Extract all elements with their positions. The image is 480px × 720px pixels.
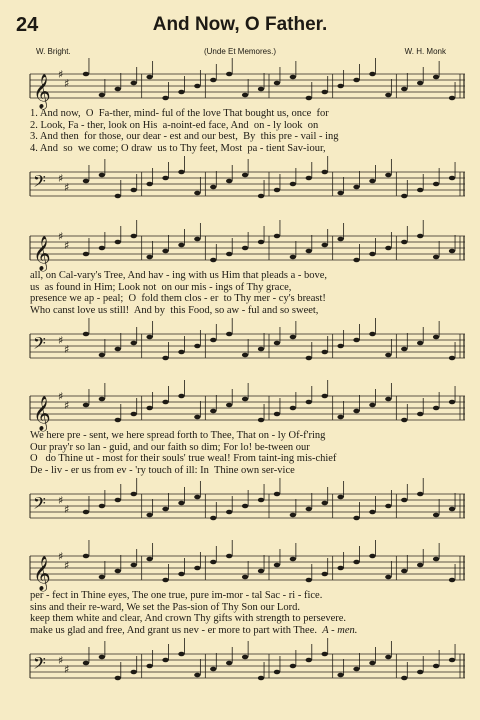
note-head <box>274 234 280 239</box>
key-signature-sharp-icon: ♯ <box>58 550 64 563</box>
note-head <box>178 652 184 657</box>
note-head <box>115 569 121 574</box>
lyric-verse-3: keep them white and clear, And crown Thy gifts with strength to persevere. <box>30 613 347 624</box>
treble-clef-icon: 𝄞 <box>33 556 51 591</box>
note-head <box>146 182 152 187</box>
lyric-verse-2: 2. Look, Fa - ther, look on His a-noint-ed face, And on - ly look on <box>30 119 319 131</box>
note-head <box>146 664 152 669</box>
key-signature-sharp-icon: ♯ <box>58 230 64 243</box>
note-head <box>210 185 216 190</box>
note-head <box>385 655 391 660</box>
note-head <box>417 563 423 568</box>
note-head <box>401 676 407 681</box>
note-head <box>210 338 216 343</box>
bass-clef-icon: 𝄢 <box>33 653 46 677</box>
note-head <box>353 409 359 414</box>
hymn-number: 24 <box>16 14 39 36</box>
note-head <box>290 664 296 669</box>
composer-credit: W. H. Monk <box>404 47 446 56</box>
note-head <box>131 412 137 417</box>
note-head <box>194 237 200 242</box>
note-head <box>226 332 232 337</box>
note-head <box>83 252 89 257</box>
note-head <box>369 72 375 77</box>
lyric-verse-1: per - fect in Thine eyes, The one true, pure im-mor - tal Sac - ri - fice. <box>30 590 323 601</box>
note-head <box>353 667 359 672</box>
lyric-verse-1: all, on Cal-vary's Tree, And hav - ing with us Him that pleads a - bove, <box>30 270 328 281</box>
note-head <box>401 240 407 245</box>
note-head <box>433 513 439 518</box>
note-head <box>290 513 296 518</box>
note-head <box>306 578 312 583</box>
bass-clef-icon: 𝄢 <box>33 333 46 357</box>
lyric-verse-4-text: make us glad and free, And grant us nev - er more to part with Thee. <box>30 624 318 636</box>
note-head <box>194 415 200 420</box>
lyric-verse-4: De - liv - er us from ev - 'ry touch of ill: In Thine own ser-vice <box>30 464 295 476</box>
note-head <box>401 569 407 574</box>
note-head <box>83 510 89 515</box>
note-head <box>369 252 375 257</box>
note-head <box>417 670 423 675</box>
note-head <box>146 75 152 80</box>
note-head <box>162 507 168 512</box>
key-signature-sharp-icon: ♯ <box>58 172 64 185</box>
note-head <box>210 78 216 83</box>
note-head <box>194 344 200 349</box>
note-head <box>83 403 89 408</box>
note-head <box>322 350 328 355</box>
note-head <box>258 194 264 199</box>
key-signature-sharp-icon: ♯ <box>58 390 64 403</box>
note-head <box>226 179 232 184</box>
note-head <box>83 661 89 666</box>
note-head <box>274 81 280 86</box>
note-head <box>433 406 439 411</box>
note-head <box>290 335 296 340</box>
note-head <box>449 176 455 181</box>
note-head <box>115 194 121 199</box>
note-head <box>131 563 137 568</box>
note-head <box>337 191 343 196</box>
lyric-verse-1: We here pre - sent, we here spread forth to Thee, That on - ly Of-f'ring <box>30 430 326 441</box>
treble-staff <box>30 66 465 109</box>
note-head <box>433 182 439 187</box>
note-head <box>83 332 89 337</box>
note-head <box>258 347 264 352</box>
note-head <box>274 670 280 675</box>
note-head <box>401 347 407 352</box>
lyric-verse-4: 4. And so we come; O draw us to Thy feet, Most pa - tient Sav-iour, <box>30 142 326 154</box>
note-head <box>210 667 216 672</box>
lyric-verse-4: Who canst love us still! And by this Food, so aw - ful and so sweet, <box>30 304 319 316</box>
note-head <box>401 87 407 92</box>
note-head <box>337 673 343 678</box>
note-head <box>178 90 184 95</box>
bass-clef-icon: 𝄢 <box>33 493 46 517</box>
note-head <box>369 332 375 337</box>
lyric-verse-3: O do Thine ut - most for their souls' true weal! From taint-ing mis-chief <box>30 453 337 464</box>
note-head <box>401 418 407 423</box>
bass-staff <box>30 646 465 686</box>
key-signature-sharp-icon: ♯ <box>64 559 70 572</box>
note-head <box>99 504 105 509</box>
key-signature-sharp-icon: ♯ <box>64 77 70 90</box>
note-head <box>290 255 296 260</box>
lyrics-block <box>30 270 465 316</box>
key-signature-sharp-icon: ♯ <box>64 663 70 676</box>
note-head <box>258 418 264 423</box>
note-head <box>242 397 248 402</box>
note-head <box>226 72 232 77</box>
note-head <box>369 403 375 408</box>
bass-staff <box>30 326 465 366</box>
lyrics-block <box>30 430 465 476</box>
note-head <box>131 81 137 86</box>
note-head <box>131 670 137 675</box>
note-head <box>306 356 312 361</box>
note-head <box>449 249 455 254</box>
note-head <box>353 338 359 343</box>
note-head <box>369 510 375 515</box>
lyric-verse-4 <box>30 625 465 637</box>
note-head <box>83 179 89 184</box>
note-head <box>417 234 423 239</box>
note-head <box>210 409 216 414</box>
note-head <box>449 96 455 101</box>
lyric-verse-2: us as found in Him; Look not on our mis - ings of Thy grace, <box>30 281 292 293</box>
treble-staff <box>30 388 465 431</box>
key-signature-sharp-icon: ♯ <box>58 494 64 507</box>
note-head <box>210 560 216 565</box>
note-head <box>369 554 375 559</box>
key-signature-sharp-icon: ♯ <box>58 334 64 347</box>
note-head <box>146 513 152 518</box>
note-head <box>306 507 312 512</box>
tune-name: (Unde Et Memores.) <box>203 47 277 56</box>
note-head <box>417 492 423 497</box>
note-head <box>353 258 359 263</box>
note-head <box>385 173 391 178</box>
note-head <box>162 400 168 405</box>
note-head <box>322 170 328 175</box>
note-head <box>131 492 137 497</box>
note-head <box>401 194 407 199</box>
note-head <box>322 394 328 399</box>
note-head <box>99 655 105 660</box>
lyricist-credit: W. Bright. <box>36 47 71 56</box>
note-head <box>178 243 184 248</box>
note-head <box>353 185 359 190</box>
note-head <box>290 182 296 187</box>
note-head <box>274 563 280 568</box>
bass-staff <box>30 164 465 204</box>
note-head <box>194 673 200 678</box>
note-head <box>146 406 152 411</box>
note-head <box>162 176 168 181</box>
note-head <box>226 554 232 559</box>
note-head <box>83 554 89 559</box>
note-head <box>162 578 168 583</box>
note-head <box>306 176 312 181</box>
note-head <box>146 255 152 260</box>
note-head <box>115 87 121 92</box>
hymn-title: And Now, O Father. <box>152 14 328 35</box>
note-head <box>417 188 423 193</box>
note-head <box>115 418 121 423</box>
note-head <box>131 234 137 239</box>
note-head <box>385 246 391 251</box>
note-head <box>162 356 168 361</box>
note-head <box>274 492 280 497</box>
note-head <box>242 93 248 98</box>
note-head <box>433 255 439 260</box>
note-head <box>99 93 105 98</box>
note-head <box>306 658 312 663</box>
note-head <box>322 243 328 248</box>
note-head <box>417 81 423 86</box>
note-head <box>385 504 391 509</box>
note-head <box>226 252 232 257</box>
note-head <box>290 406 296 411</box>
note-head <box>449 400 455 405</box>
note-head <box>210 516 216 521</box>
note-head <box>258 569 264 574</box>
note-head <box>194 84 200 89</box>
note-head <box>385 397 391 402</box>
key-signature-sharp-icon: ♯ <box>64 239 70 252</box>
lyric-verse-3: 3. And then for those, our dear - est and our best, By this pre - vail - ing <box>30 131 339 142</box>
note-head <box>226 510 232 515</box>
note-head <box>433 335 439 340</box>
lyric-verse-3: presence we ap - peal; O fold them clos - er to Thy mer - cy's breast! <box>30 293 326 304</box>
note-head <box>290 75 296 80</box>
note-head <box>99 246 105 251</box>
note-head <box>242 504 248 509</box>
note-head <box>99 397 105 402</box>
note-head <box>369 661 375 666</box>
note-head <box>417 412 423 417</box>
note-head <box>162 658 168 663</box>
key-signature-sharp-icon: ♯ <box>58 654 64 667</box>
note-head <box>258 240 264 245</box>
note-head <box>306 96 312 101</box>
note-head <box>210 258 216 263</box>
note-head <box>433 664 439 669</box>
note-head <box>337 237 343 242</box>
note-head <box>99 353 105 358</box>
lyric-verse-1: 1. And now, O Fa-ther, mind- ful of the love That bought us, once for <box>30 108 329 119</box>
note-head <box>337 566 343 571</box>
amen-text: A - men. <box>322 624 358 636</box>
treble-clef-icon: 𝄞 <box>33 396 51 431</box>
note-head <box>242 353 248 358</box>
note-head <box>353 78 359 83</box>
bass-staff <box>30 486 465 526</box>
note-head <box>258 676 264 681</box>
note-head <box>131 188 137 193</box>
note-head <box>401 498 407 503</box>
note-head <box>162 249 168 254</box>
note-head <box>385 353 391 358</box>
note-head <box>449 658 455 663</box>
note-head <box>449 578 455 583</box>
note-head <box>178 394 184 399</box>
note-head <box>290 557 296 562</box>
note-head <box>322 90 328 95</box>
note-head <box>194 495 200 500</box>
note-head <box>274 412 280 417</box>
note-head <box>258 87 264 92</box>
note-head <box>322 501 328 506</box>
note-head <box>242 655 248 660</box>
note-head <box>178 170 184 175</box>
note-head <box>115 240 121 245</box>
lyrics-block <box>30 108 465 154</box>
note-head <box>385 575 391 580</box>
note-head <box>178 350 184 355</box>
treble-clef-icon: 𝄞 <box>33 236 51 271</box>
note-head <box>337 344 343 349</box>
note-head <box>146 557 152 562</box>
note-head <box>274 341 280 346</box>
note-head <box>242 173 248 178</box>
note-head <box>146 335 152 340</box>
note-head <box>337 84 343 89</box>
lyric-verse-2: sins and their re-ward, We set the Pas-sion of Thy Son our Lord. <box>30 601 300 613</box>
note-head <box>226 661 232 666</box>
note-head <box>99 173 105 178</box>
note-head <box>194 566 200 571</box>
treble-staff <box>30 548 465 591</box>
note-head <box>322 652 328 657</box>
note-head <box>83 72 89 77</box>
note-head <box>274 188 280 193</box>
note-head <box>353 516 359 521</box>
note-head <box>115 498 121 503</box>
note-head <box>131 341 137 346</box>
bass-clef-icon: 𝄢 <box>33 171 46 195</box>
note-head <box>178 501 184 506</box>
note-head <box>99 575 105 580</box>
note-head <box>115 347 121 352</box>
note-head <box>433 557 439 562</box>
key-signature-sharp-icon: ♯ <box>64 503 70 516</box>
note-head <box>258 498 264 503</box>
note-head <box>385 93 391 98</box>
note-head <box>337 415 343 420</box>
note-head <box>306 400 312 405</box>
note-head <box>449 356 455 361</box>
note-head <box>115 676 121 681</box>
treble-staff <box>30 228 465 271</box>
note-head <box>178 572 184 577</box>
note-head <box>433 75 439 80</box>
note-head <box>226 403 232 408</box>
note-head <box>194 191 200 196</box>
treble-clef-icon: 𝄞 <box>33 74 51 109</box>
key-signature-sharp-icon: ♯ <box>64 181 70 194</box>
key-signature-sharp-icon: ♯ <box>58 68 64 81</box>
note-head <box>369 179 375 184</box>
note-head <box>242 246 248 251</box>
note-head <box>322 572 328 577</box>
key-signature-sharp-icon: ♯ <box>64 399 70 412</box>
note-head <box>417 341 423 346</box>
note-head <box>242 575 248 580</box>
note-head <box>449 507 455 512</box>
note-head <box>162 96 168 101</box>
lyric-verse-2: Our pray'r so lan - guid, and our faith so dim; For lo! be-tween our <box>30 441 310 453</box>
key-signature-sharp-icon: ♯ <box>64 343 70 356</box>
note-head <box>337 495 343 500</box>
note-head <box>353 560 359 565</box>
lyrics-block <box>30 590 465 636</box>
note-head <box>306 249 312 254</box>
